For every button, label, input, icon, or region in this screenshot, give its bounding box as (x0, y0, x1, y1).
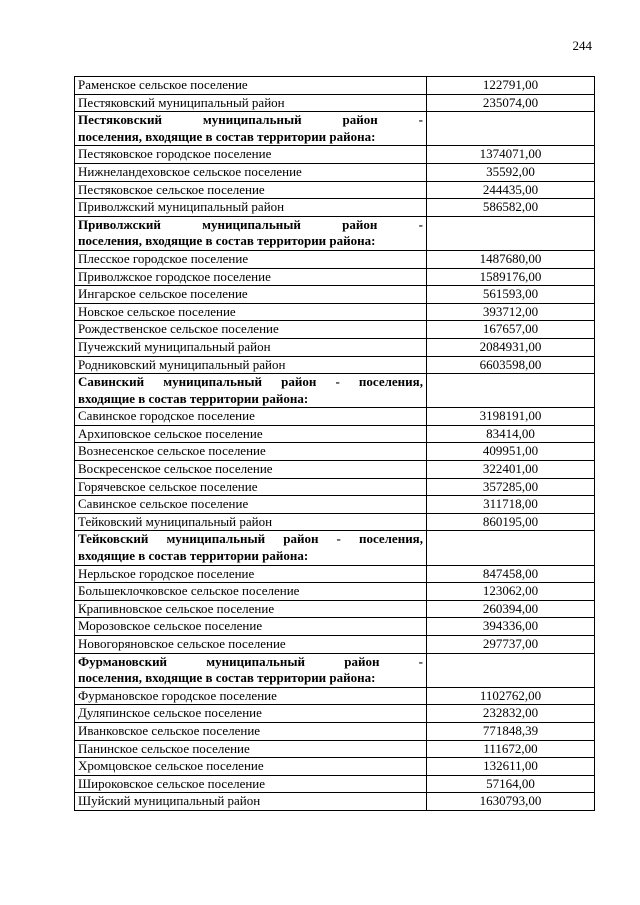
group-header-word: Тейковский (78, 531, 149, 547)
group-header-value-empty (427, 653, 595, 687)
group-header-title (75, 531, 427, 565)
group-header-value-empty (427, 531, 595, 565)
table-row (75, 478, 595, 496)
municipality-name: Горячевское сельское поселение (75, 478, 427, 496)
group-header-title (75, 374, 427, 408)
table-row (75, 338, 595, 356)
amount-value: 57164,00 (427, 775, 595, 793)
table-row (75, 513, 595, 531)
amount-value: 111672,00 (427, 740, 595, 758)
amount-value: 260394,00 (427, 600, 595, 618)
group-header-word: Савинский (78, 374, 145, 390)
group-header-line1 (78, 654, 423, 671)
amount-value: 244435,00 (427, 181, 595, 199)
table-row (75, 583, 595, 601)
municipality-name: Савинское сельское поселение (75, 496, 427, 514)
group-header-row (75, 216, 595, 250)
municipality-name: Широковское сельское поселение (75, 775, 427, 793)
group-header-word: Приволжский (78, 216, 161, 232)
table-row (75, 618, 595, 636)
group-header-line1 (78, 531, 423, 548)
group-header-word: муниципальный (202, 216, 301, 232)
municipality-name: Приволжский муниципальный район (75, 199, 427, 217)
municipality-name: Новское сельское поселение (75, 303, 427, 321)
amount-value: 123062,00 (427, 583, 595, 601)
amount-value: 409951,00 (427, 443, 595, 461)
municipality-name: Новогоряновское сельское поселение (75, 636, 427, 654)
amount-value: 586582,00 (427, 199, 595, 217)
group-header-word: район (342, 216, 378, 232)
municipality-name: Плесское городское поселение (75, 250, 427, 268)
amount-value: 394336,00 (427, 618, 595, 636)
table-body (75, 77, 595, 811)
amount-value: 3198191,00 (427, 408, 595, 426)
group-header-line1 (78, 217, 423, 234)
group-header-word: - (335, 374, 340, 390)
municipality-name: Нижнеландеховское сельское поселение (75, 163, 427, 181)
table-row (75, 793, 595, 811)
amount-value: 1487680,00 (427, 250, 595, 268)
municipality-name: Крапивновское сельское поселение (75, 600, 427, 618)
group-header-word: район (342, 112, 378, 128)
group-header-line2: поселения, входящие в состав территории района: (78, 128, 376, 144)
table-row (75, 758, 595, 776)
amount-value: 847458,00 (427, 565, 595, 583)
amount-value: 860195,00 (427, 513, 595, 531)
table-row (75, 687, 595, 705)
amount-value: 232832,00 (427, 705, 595, 723)
table-row (75, 461, 595, 479)
municipality-name: Нерльское городское поселение (75, 565, 427, 583)
budget-table (74, 76, 595, 811)
table-row (75, 163, 595, 181)
table-row (75, 181, 595, 199)
group-header-word: муниципальный (202, 112, 302, 128)
group-header-word: муниципальный (163, 374, 262, 390)
table-row (75, 303, 595, 321)
group-header-value-empty (427, 374, 595, 408)
table-row (75, 77, 595, 95)
table-row (75, 408, 595, 426)
table-row (75, 321, 595, 339)
amount-value: 311718,00 (427, 496, 595, 514)
table-row (75, 250, 595, 268)
municipality-name: Морозовское сельское поселение (75, 618, 427, 636)
amount-value: 1589176,00 (427, 268, 595, 286)
municipality-name: Вознесенское сельское поселение (75, 443, 427, 461)
amount-value: 122791,00 (427, 77, 595, 95)
group-header-title (75, 216, 427, 250)
municipality-name: Пучежский муниципальный район (75, 338, 427, 356)
municipality-name: Воскресенское сельское поселение (75, 461, 427, 479)
group-header-line1 (78, 374, 423, 391)
municipality-name: Пестяковское городское поселение (75, 146, 427, 164)
municipality-name: Родниковский муниципальный район (75, 356, 427, 374)
municipality-name: Савинское городское поселение (75, 408, 427, 426)
municipality-name: Большеклочковское сельское поселение (75, 583, 427, 601)
amount-value: 235074,00 (427, 94, 595, 112)
table-row (75, 286, 595, 304)
group-header-line2: поселения, входящие в состав территории района: (78, 233, 376, 249)
group-header-word: - (336, 531, 341, 547)
amount-value: 83414,00 (427, 425, 595, 443)
municipality-name: Раменское сельское поселение (75, 77, 427, 95)
group-header-word: муниципальный (206, 653, 305, 669)
amount-value: 1630793,00 (427, 793, 595, 811)
group-header-line2: входящие в состав территории района: (78, 390, 309, 406)
group-header-word: муниципальный (166, 531, 266, 547)
group-header-row (75, 112, 595, 146)
group-header-word: поселения, (358, 531, 423, 547)
amount-value: 167657,00 (427, 321, 595, 339)
amount-value: 6603598,00 (427, 356, 595, 374)
municipality-name: Панинское сельское поселение (75, 740, 427, 758)
amount-value: 393712,00 (427, 303, 595, 321)
amount-value: 132611,00 (427, 758, 595, 776)
municipality-name: Фурмановское городское поселение (75, 687, 427, 705)
amount-value: 35592,00 (427, 163, 595, 181)
table-row (75, 268, 595, 286)
group-header-word: район (281, 374, 317, 390)
group-header-value-empty (427, 216, 595, 250)
table-row (75, 740, 595, 758)
table-row (75, 443, 595, 461)
amount-value: 1102762,00 (427, 687, 595, 705)
group-header-value-empty (427, 112, 595, 146)
group-header-title (75, 653, 427, 687)
municipality-name: Ингарское сельское поселение (75, 286, 427, 304)
group-header-row (75, 374, 595, 408)
group-header-title (75, 112, 427, 146)
amount-value: 322401,00 (427, 461, 595, 479)
municipality-name: Приволжское городское поселение (75, 268, 427, 286)
group-header-word: Фурмановский (78, 653, 168, 669)
table-row (75, 199, 595, 217)
table-row (75, 425, 595, 443)
municipality-name: Тейковский муниципальный район (75, 513, 427, 531)
group-header-row (75, 653, 595, 687)
table-row (75, 636, 595, 654)
group-header-line1 (78, 112, 423, 129)
table-row (75, 722, 595, 740)
municipality-name: Рождественское сельское поселение (75, 321, 427, 339)
municipality-name: Шуйский муниципальный район (75, 793, 427, 811)
group-header-line2: поселения, входящие в состав территории района: (78, 670, 376, 686)
municipality-name: Дуляпинское сельское поселение (75, 705, 427, 723)
amount-value: 2084931,00 (427, 338, 595, 356)
group-header-line2: входящие в состав территории района: (78, 548, 309, 564)
table-row (75, 496, 595, 514)
municipality-name: Иванковское сельское поселение (75, 722, 427, 740)
page-number: 244 (572, 38, 592, 53)
table-row (75, 146, 595, 164)
group-header-word: Пестяковский (78, 112, 162, 128)
amount-value: 357285,00 (427, 478, 595, 496)
amount-value: 561593,00 (427, 286, 595, 304)
municipality-name: Пестяковский муниципальный район (75, 94, 427, 112)
table-row (75, 600, 595, 618)
table-row (75, 94, 595, 112)
table-row (75, 705, 595, 723)
group-header-word: поселения, (358, 374, 423, 390)
municipality-name: Пестяковское сельское поселение (75, 181, 427, 199)
group-header-word: - (418, 653, 423, 669)
table-row (75, 565, 595, 583)
table-row (75, 775, 595, 793)
table-row (75, 356, 595, 374)
amount-value: 1374071,00 (427, 146, 595, 164)
amount-value: 771848,39 (427, 722, 595, 740)
municipality-name: Хромцовское сельское поселение (75, 758, 427, 776)
group-header-word: - (418, 112, 423, 128)
municipality-name: Архиповское сельское поселение (75, 425, 427, 443)
group-header-row (75, 531, 595, 565)
group-header-word: - (418, 216, 423, 232)
group-header-word: район (283, 531, 319, 547)
amount-value: 297737,00 (427, 636, 595, 654)
group-header-word: район (344, 653, 380, 669)
